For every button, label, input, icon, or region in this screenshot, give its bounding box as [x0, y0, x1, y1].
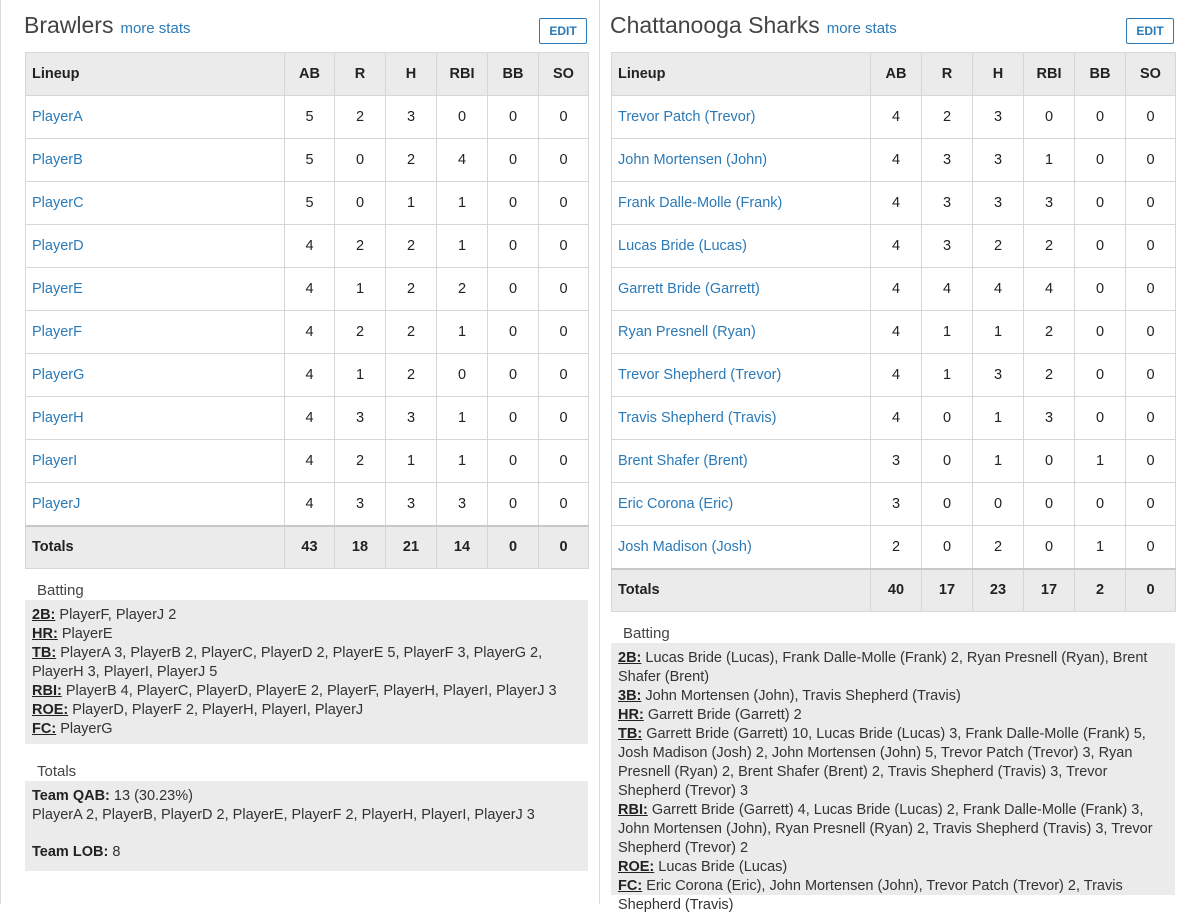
stat-cell-rbi: 0: [437, 96, 488, 139]
stat-cell-so: 0: [1126, 182, 1176, 225]
table-row: [26, 225, 589, 268]
batting-stat-value: PlayerD, PlayerF 2, PlayerH, PlayerI, PlayerJ: [72, 702, 364, 718]
batting-stat-2b: [618, 649, 1168, 687]
stat-cell-rbi: 3: [1024, 182, 1075, 225]
team-qab-value: 13 (30.23%): [113, 788, 193, 804]
stat-cell-r: 0: [922, 483, 973, 526]
batting-stat-label: 3B:: [618, 688, 642, 704]
panel-divider: [599, 0, 600, 904]
batting-stat-label: RBI:: [32, 683, 62, 699]
batting-stat-label: ROE:: [32, 702, 69, 718]
stat-cell-so: 0: [1126, 311, 1176, 354]
stat-cell-bb: 0: [488, 139, 539, 182]
stat-cell-so: 0: [539, 96, 589, 139]
stat-cell-h: 0: [973, 483, 1024, 526]
stat-cell-rbi: 2: [1024, 311, 1075, 354]
team-qab-detail: PlayerA 2, PlayerB, PlayerD 2, PlayerE, PlayerF 2, PlayerH, PlayerI, PlayerJ 3: [32, 807, 535, 823]
stat-cell-r: 1: [922, 311, 973, 354]
stat-cell-bb: 0: [488, 182, 539, 225]
batting-stat-value: PlayerA 3, PlayerB 2, PlayerC, PlayerD 2, PlayerE 5, PlayerF 3, PlayerG 2, PlayerH 3, PlayerI, PlayerJ 5: [32, 645, 543, 680]
column-header-h: H: [386, 53, 437, 96]
batting-stat-fc: [618, 877, 1168, 915]
stat-cell-rbi: 3: [1024, 397, 1075, 440]
stat-cell-so: 0: [1126, 526, 1176, 569]
batting-stat-rbi: [32, 682, 581, 701]
table-row: [26, 182, 589, 225]
stat-cell-ab: 4: [285, 440, 335, 483]
total-cell-rbi: 14: [437, 526, 488, 569]
batting-list: [611, 643, 1175, 921]
column-header-bb: BB: [1075, 53, 1126, 96]
stat-cell-bb: 0: [488, 440, 539, 483]
stat-cell-h: 2: [386, 268, 437, 311]
stat-cell-h: 1: [386, 440, 437, 483]
table-row: [26, 354, 589, 397]
batting-stat-label: ROE:: [618, 859, 655, 875]
player-name-link[interactable]: Trevor Shepherd (Trevor): [612, 354, 871, 397]
stat-cell-r: 2: [335, 311, 386, 354]
table-row: [26, 139, 589, 182]
batting-stat-roe: [32, 701, 581, 720]
batting-stat-tb: [32, 644, 581, 682]
batting-stat-tb: [618, 725, 1168, 801]
stat-cell-h: 4: [973, 268, 1024, 311]
stat-cell-bb: 0: [488, 268, 539, 311]
column-header-bb: BB: [488, 53, 539, 96]
batting-stat-value: Lucas Bride (Lucas), Frank Dalle-Molle (Frank) 2, Ryan Presnell (Ryan), Brent Shafer (Brent): [618, 650, 1148, 685]
stat-cell-bb: 0: [488, 354, 539, 397]
stat-cell-so: 0: [539, 483, 589, 526]
stat-cell-h: 2: [386, 311, 437, 354]
table-row: [26, 397, 589, 440]
stat-cell-so: 0: [1126, 225, 1176, 268]
total-cell-h: 21: [386, 526, 437, 569]
stat-cell-rbi: 3: [437, 483, 488, 526]
stat-cell-h: 3: [973, 182, 1024, 225]
column-header-rbi: RBI: [437, 53, 488, 96]
player-name-link[interactable]: PlayerE: [26, 268, 285, 311]
team-lob-line: [32, 843, 581, 862]
table-row: [612, 483, 1176, 526]
table-row: [26, 311, 589, 354]
more-stats-link[interactable]: more stats: [826, 20, 897, 37]
stat-cell-ab: 3: [871, 483, 922, 526]
batting-stat-value: PlayerF, PlayerJ 2: [59, 607, 177, 623]
column-header-lineup: Lineup: [26, 53, 285, 96]
stat-cell-so: 0: [539, 440, 589, 483]
stat-cell-bb: 0: [488, 397, 539, 440]
stat-cell-ab: 4: [285, 354, 335, 397]
stat-cell-so: 0: [1126, 139, 1176, 182]
stat-cell-ab: 4: [871, 182, 922, 225]
stat-cell-rbi: 1: [437, 311, 488, 354]
stat-cell-r: 4: [922, 268, 973, 311]
batting-stat-value: PlayerG: [60, 721, 113, 737]
stat-cell-ab: 5: [285, 96, 335, 139]
stat-cell-h: 3: [973, 354, 1024, 397]
stat-cell-h: 3: [973, 96, 1024, 139]
stat-cell-rbi: 0: [1024, 483, 1075, 526]
lineup-table: [611, 52, 1176, 612]
stat-cell-bb: 0: [1075, 96, 1126, 139]
stat-cell-bb: 0: [1075, 354, 1126, 397]
batting-stat-value: Garrett Bride (Garrett) 10, Lucas Bride (Lucas) 3, Frank Dalle-Molle (Frank) 5, Josh Madison (Josh) 2, John Mortensen (John) 5, Trevor Patch (Trevor) 3, Ryan Presnell (Ryan) 2, Brent Shafer (Brent) 2, Travis Shepherd (Travis) 3, Trevor Shepherd (Trevor) 3: [618, 726, 1146, 799]
team-qab-label: Team QAB:: [32, 788, 110, 804]
stat-cell-r: 0: [922, 526, 973, 569]
stat-cell-rbi: 0: [1024, 96, 1075, 139]
stat-cell-h: 3: [386, 483, 437, 526]
stat-cell-so: 0: [1126, 440, 1176, 483]
stat-cell-rbi: 0: [1024, 440, 1075, 483]
column-header-h: H: [973, 53, 1024, 96]
player-name-link[interactable]: John Mortensen (John): [612, 139, 871, 182]
stat-cell-r: 1: [922, 354, 973, 397]
stat-cell-r: 3: [922, 225, 973, 268]
player-name-link[interactable]: Travis Shepherd (Travis): [612, 397, 871, 440]
table-row: [612, 397, 1176, 440]
team-lob-value: 8: [112, 844, 121, 860]
batting-stat-label: 2B:: [618, 650, 642, 666]
stat-cell-r: 0: [335, 139, 386, 182]
stat-cell-bb: 0: [1075, 397, 1126, 440]
edit-button[interactable]: EDIT: [539, 18, 587, 44]
team-header: [24, 12, 191, 44]
stat-cell-so: 0: [1126, 397, 1176, 440]
stat-cell-rbi: 4: [437, 139, 488, 182]
total-cell-bb: 0: [488, 526, 539, 569]
table-row: [612, 139, 1176, 182]
batting-section: [611, 643, 1175, 913]
team-name: Brawlers: [24, 12, 114, 38]
stat-cell-rbi: 0: [437, 354, 488, 397]
stat-cell-r: 2: [335, 440, 386, 483]
table-row: [612, 526, 1176, 569]
stat-cell-h: 2: [386, 354, 437, 397]
player-name-link[interactable]: Lucas Bride (Lucas): [612, 225, 871, 268]
totals-section: [25, 781, 588, 871]
player-name-link[interactable]: PlayerD: [26, 225, 285, 268]
batting-stat-value: PlayerB 4, PlayerC, PlayerD, PlayerE 2, PlayerF, PlayerH, PlayerI, PlayerJ 3: [65, 683, 557, 699]
batting-stat-value: PlayerE: [61, 626, 113, 642]
batting-stat-label: RBI:: [618, 802, 648, 818]
table-row: [612, 268, 1176, 311]
batting-stat-label: HR:: [32, 626, 58, 642]
batting-stat-label: TB:: [32, 645, 57, 661]
total-cell-so: 0: [539, 526, 589, 569]
batting-stat-label: FC:: [32, 721, 57, 737]
player-name-link[interactable]: PlayerH: [26, 397, 285, 440]
stat-cell-r: 0: [922, 397, 973, 440]
stat-cell-rbi: 0: [1024, 526, 1075, 569]
stat-cell-so: 0: [539, 139, 589, 182]
totals-row: [26, 526, 589, 569]
stat-cell-r: 2: [335, 225, 386, 268]
stat-cell-r: 2: [922, 96, 973, 139]
batting-stat-value: Lucas Bride (Lucas): [658, 859, 788, 875]
total-cell-ab: 43: [285, 526, 335, 569]
stat-cell-so: 0: [539, 182, 589, 225]
table-row: [612, 182, 1176, 225]
stat-cell-ab: 4: [871, 225, 922, 268]
batting-stat-label: HR:: [618, 707, 644, 723]
stat-cell-r: 3: [335, 483, 386, 526]
batting-list: [25, 600, 588, 745]
stat-cell-r: 0: [922, 440, 973, 483]
stat-cell-rbi: 2: [1024, 354, 1075, 397]
stat-cell-ab: 4: [871, 96, 922, 139]
totals-row: [612, 569, 1176, 612]
stat-cell-h: 2: [973, 526, 1024, 569]
table-row: [612, 96, 1176, 139]
column-header-ab: AB: [871, 53, 922, 96]
stat-cell-ab: 4: [285, 225, 335, 268]
stat-cell-rbi: 1: [437, 397, 488, 440]
column-header-r: R: [922, 53, 973, 96]
batting-section: [25, 600, 588, 744]
team-name: Chattanooga Sharks: [610, 12, 820, 38]
stat-cell-so: 0: [539, 311, 589, 354]
table-row: [26, 440, 589, 483]
batting-stat-hr: [618, 706, 1168, 725]
totals-label: Totals: [26, 526, 285, 569]
batting-stat-label: TB:: [618, 726, 643, 742]
stat-cell-h: 1: [973, 311, 1024, 354]
stat-cell-h: 1: [973, 440, 1024, 483]
stat-cell-rbi: 1: [437, 182, 488, 225]
column-header-so: SO: [539, 53, 589, 96]
stat-cell-ab: 4: [285, 311, 335, 354]
player-name-link[interactable]: Ryan Presnell (Ryan): [612, 311, 871, 354]
stat-cell-bb: 1: [1075, 440, 1126, 483]
stat-cell-ab: 4: [285, 268, 335, 311]
stat-cell-so: 0: [1126, 96, 1176, 139]
player-name-link[interactable]: PlayerC: [26, 182, 285, 225]
table-header-row: [26, 53, 589, 96]
team-qab-line: [32, 787, 581, 806]
stat-cell-r: 1: [335, 268, 386, 311]
stat-cell-bb: 1: [1075, 526, 1126, 569]
player-name-link[interactable]: PlayerJ: [26, 483, 285, 526]
total-cell-bb: 2: [1075, 569, 1126, 612]
total-cell-h: 23: [973, 569, 1024, 612]
total-cell-ab: 40: [871, 569, 922, 612]
column-header-rbi: RBI: [1024, 53, 1075, 96]
stat-cell-h: 2: [386, 139, 437, 182]
team-header: [610, 12, 897, 44]
stat-cell-h: 3: [973, 139, 1024, 182]
column-header-r: R: [335, 53, 386, 96]
stat-cell-h: 2: [973, 225, 1024, 268]
lineup-table: [25, 52, 589, 569]
stat-cell-so: 0: [539, 225, 589, 268]
player-name-link[interactable]: PlayerF: [26, 311, 285, 354]
stat-cell-bb: 0: [1075, 483, 1126, 526]
total-cell-rbi: 17: [1024, 569, 1075, 612]
total-cell-r: 18: [335, 526, 386, 569]
stat-cell-ab: 4: [285, 483, 335, 526]
stat-cell-ab: 5: [285, 139, 335, 182]
totals-label: Totals: [612, 569, 871, 612]
batting-stat-rbi: [618, 801, 1168, 858]
table-row: [26, 268, 589, 311]
stat-cell-so: 0: [539, 397, 589, 440]
batting-stat-label: FC:: [618, 878, 643, 894]
stat-cell-rbi: 1: [1024, 139, 1075, 182]
stat-cell-so: 0: [1126, 354, 1176, 397]
stat-cell-r: 3: [922, 139, 973, 182]
stat-cell-bb: 0: [488, 96, 539, 139]
more-stats-link[interactable]: more stats: [120, 20, 191, 37]
player-name-link[interactable]: PlayerI: [26, 440, 285, 483]
column-header-ab: AB: [285, 53, 335, 96]
batting-stat-value: Garrett Bride (Garrett) 4, Lucas Bride (Lucas) 2, Frank Dalle-Molle (Frank) 3, John Mortensen (John), Ryan Presnell (Ryan) 2, Travis Shepherd (Travis) 3, Trevor Shepherd (Trevor) 2: [618, 802, 1153, 856]
batting-stat-hr: [32, 625, 581, 644]
stat-cell-ab: 4: [871, 139, 922, 182]
batting-stat-3b: [618, 687, 1168, 706]
player-name-link[interactable]: Garrett Bride (Garrett): [612, 268, 871, 311]
stat-cell-bb: 0: [1075, 182, 1126, 225]
batting-stat-value: John Mortensen (John), Travis Shepherd (Travis): [645, 688, 961, 704]
stat-cell-bb: 0: [488, 311, 539, 354]
batting-stat-2b: [32, 606, 581, 625]
stat-cell-ab: 4: [871, 268, 922, 311]
stat-cell-h: 3: [386, 96, 437, 139]
team-lob-label: Team LOB:: [32, 844, 109, 860]
stat-cell-rbi: 1: [437, 440, 488, 483]
table-row: [612, 354, 1176, 397]
edit-button[interactable]: EDIT: [1126, 18, 1174, 44]
stat-cell-r: 3: [922, 182, 973, 225]
stat-cell-h: 1: [973, 397, 1024, 440]
stat-cell-ab: 4: [871, 311, 922, 354]
stat-cell-r: 3: [335, 397, 386, 440]
stat-cell-ab: 4: [871, 354, 922, 397]
player-name-link[interactable]: Eric Corona (Eric): [612, 483, 871, 526]
stat-cell-bb: 0: [488, 483, 539, 526]
batting-section-title: Batting: [623, 625, 670, 642]
stat-cell-ab: 2: [871, 526, 922, 569]
stat-cell-rbi: 2: [1024, 225, 1075, 268]
batting-stat-fc: [32, 720, 581, 739]
stat-cell-ab: 4: [871, 397, 922, 440]
player-name-link[interactable]: PlayerA: [26, 96, 285, 139]
stat-cell-rbi: 4: [1024, 268, 1075, 311]
column-header-lineup: Lineup: [612, 53, 871, 96]
player-name-link[interactable]: PlayerB: [26, 139, 285, 182]
batting-section-title: Batting: [37, 582, 84, 599]
stat-cell-h: 2: [386, 225, 437, 268]
table-row: [26, 483, 589, 526]
total-cell-r: 17: [922, 569, 973, 612]
stat-cell-h: 3: [386, 397, 437, 440]
player-name-link[interactable]: Trevor Patch (Trevor): [612, 96, 871, 139]
left-edge-divider: [0, 0, 1, 904]
stat-cell-bb: 0: [1075, 225, 1126, 268]
stat-cell-r: 0: [335, 182, 386, 225]
stat-cell-bb: 0: [1075, 268, 1126, 311]
stat-cell-so: 0: [1126, 483, 1176, 526]
total-cell-so: 0: [1126, 569, 1176, 612]
player-name-link[interactable]: Brent Shafer (Brent): [612, 440, 871, 483]
stat-cell-bb: 0: [488, 225, 539, 268]
stat-cell-bb: 0: [1075, 311, 1126, 354]
stat-cell-r: 1: [335, 354, 386, 397]
player-name-link[interactable]: PlayerG: [26, 354, 285, 397]
player-name-link[interactable]: Josh Madison (Josh): [612, 526, 871, 569]
stat-cell-ab: 5: [285, 182, 335, 225]
stat-cell-so: 0: [1126, 268, 1176, 311]
stat-cell-so: 0: [539, 354, 589, 397]
stat-cell-rbi: 2: [437, 268, 488, 311]
table-header-row: [612, 53, 1176, 96]
table-row: [612, 225, 1176, 268]
stat-cell-bb: 0: [1075, 139, 1126, 182]
stat-cell-so: 0: [539, 268, 589, 311]
batting-stat-roe: [618, 858, 1168, 877]
table-row: [612, 311, 1176, 354]
batting-stat-label: 2B:: [32, 607, 56, 623]
totals-section-title: Totals: [37, 763, 77, 780]
column-header-so: SO: [1126, 53, 1176, 96]
stat-cell-rbi: 1: [437, 225, 488, 268]
stat-cell-ab: 4: [285, 397, 335, 440]
player-name-link[interactable]: Frank Dalle-Molle (Frank): [612, 182, 871, 225]
batting-stat-value: Garrett Bride (Garrett) 2: [647, 707, 802, 723]
table-row: [26, 96, 589, 139]
table-row: [612, 440, 1176, 483]
stat-cell-ab: 3: [871, 440, 922, 483]
batting-stat-value: Eric Corona (Eric), John Mortensen (John), Trevor Patch (Trevor) 2, Travis Shepherd (Travis): [618, 878, 1123, 913]
stat-cell-r: 2: [335, 96, 386, 139]
stat-cell-h: 1: [386, 182, 437, 225]
